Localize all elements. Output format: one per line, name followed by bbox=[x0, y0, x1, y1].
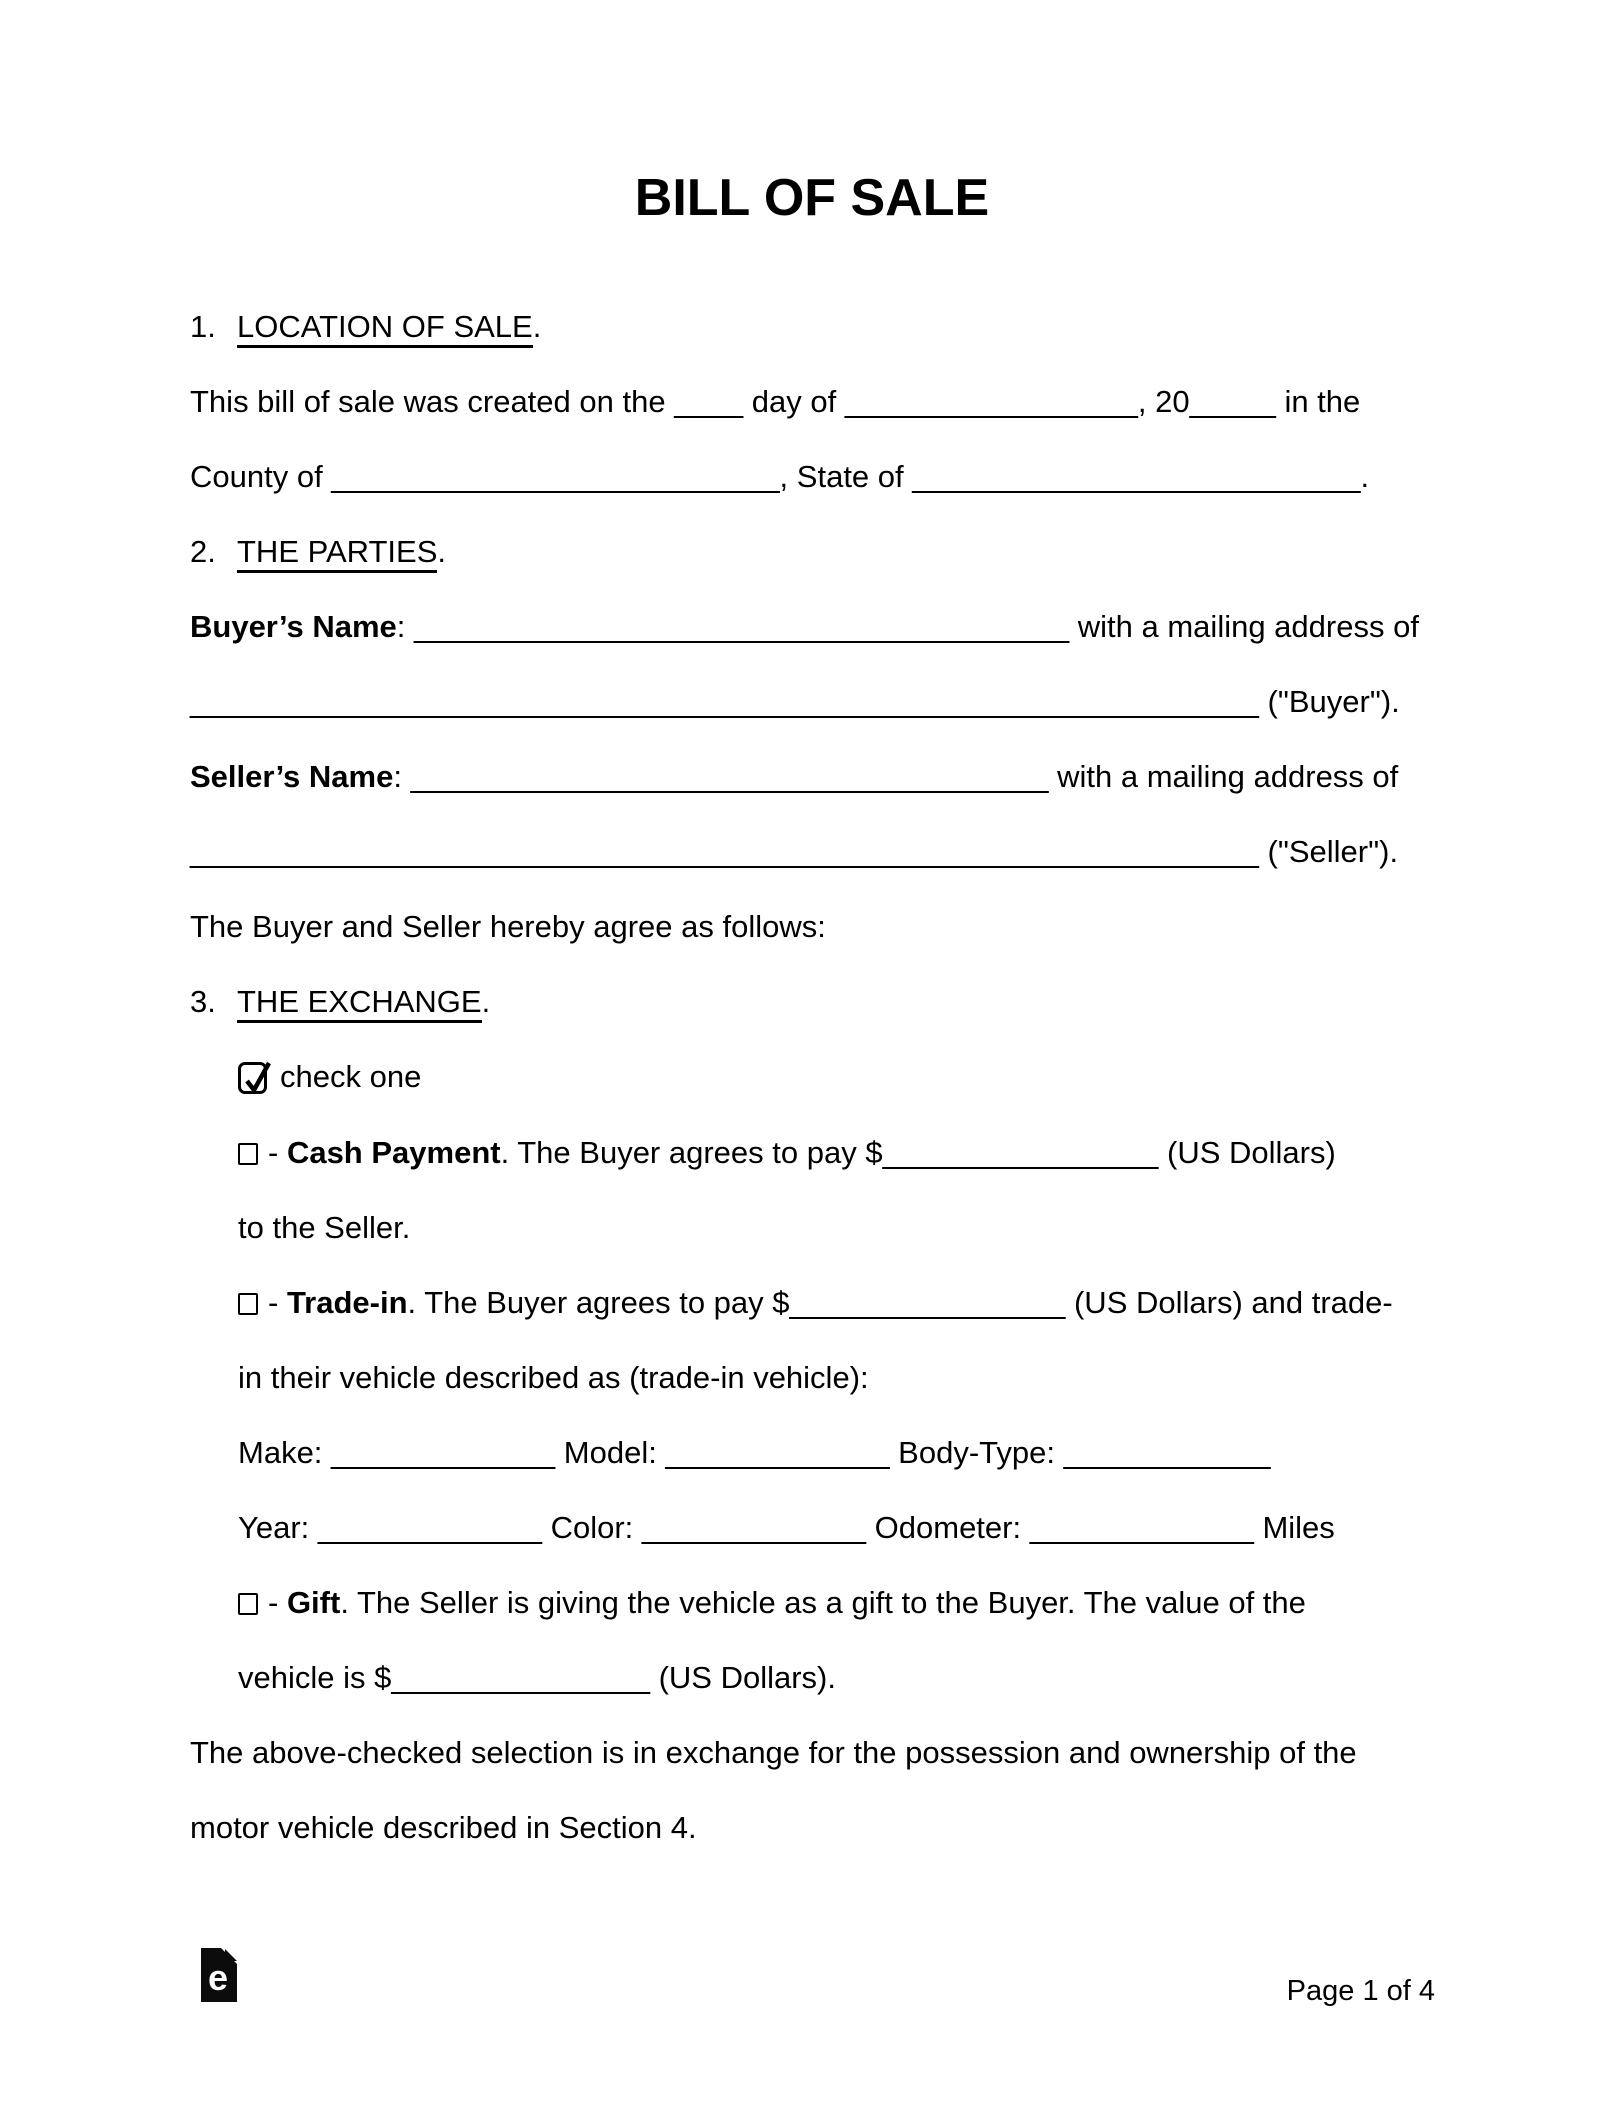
seller-name-label: Seller’s Name bbox=[190, 759, 394, 794]
document-title: BILL OF SALE bbox=[634, 169, 990, 227]
trade-separator: - bbox=[268, 1285, 287, 1320]
trade-in-text: . The Buyer agrees to pay $________________ (US Dollars) and trade- bbox=[407, 1285, 1393, 1320]
gift-line2: vehicle is $_______________ (US Dollars). bbox=[238, 1660, 836, 1695]
exchange-heading-number: 3. bbox=[190, 984, 216, 1019]
parties-heading-number: 2. bbox=[190, 534, 216, 569]
exchange-heading-text: THE EXCHANGE bbox=[237, 984, 482, 1023]
gift-text: . The Seller is giving the vehicle as a gift to the Buyer. The value of the bbox=[340, 1585, 1306, 1620]
location-heading bbox=[190, 310, 1450, 343]
location-heading-text: LOCATION OF SALE bbox=[237, 309, 533, 348]
location-heading-period: . bbox=[532, 309, 542, 344]
trade-in-label: Trade-in bbox=[286, 1285, 408, 1320]
cash-payment-line bbox=[190, 1136, 1450, 1169]
parties-heading-text: THE PARTIES bbox=[237, 534, 437, 573]
gift-label: Gift bbox=[286, 1585, 341, 1620]
check-one-checkbox[interactable] bbox=[238, 1062, 267, 1094]
exchange-heading bbox=[190, 985, 1450, 1018]
parties-heading bbox=[190, 535, 1450, 568]
buyer-name-blank: : ______________________________________ with a mailing address of bbox=[396, 609, 1419, 644]
gift-checkbox[interactable] bbox=[238, 1593, 258, 1615]
cash-payment-label: Cash Payment bbox=[286, 1135, 501, 1170]
cash-payment-line2: to the Seller. bbox=[238, 1210, 411, 1245]
location-sentence-line2: County of __________________________, State of __________________________. bbox=[190, 459, 1370, 494]
vehicle-year-line: Year: _____________ Color: _____________ Odometer: _____________ Miles bbox=[238, 1510, 1335, 1545]
buyer-address-line: ______________________________________________________________ ("Buyer"). bbox=[190, 684, 1400, 719]
eforms-logo-icon bbox=[201, 1948, 237, 2007]
trade-in-line bbox=[190, 1286, 1450, 1319]
seller-address-line: ______________________________________________________________ ("Seller"). bbox=[190, 834, 1399, 869]
cash-separator: - bbox=[268, 1135, 287, 1170]
document-body bbox=[190, 310, 1450, 1886]
location-heading-number: 1. bbox=[190, 309, 216, 344]
parties-heading-period: . bbox=[437, 534, 447, 569]
checkmark-icon bbox=[241, 1056, 274, 1096]
page-indicator: Page 1 of 4 bbox=[1286, 1975, 1435, 2007]
trade-in-checkbox[interactable] bbox=[238, 1293, 258, 1315]
cash-payment-checkbox[interactable] bbox=[238, 1143, 258, 1165]
exchange-heading-period: . bbox=[481, 984, 491, 1019]
agreement-sentence: The Buyer and Seller hereby agree as follows: bbox=[190, 909, 826, 944]
gift-line bbox=[190, 1586, 1450, 1619]
seller-name-line bbox=[190, 760, 1450, 793]
closing-sentence-line1: The above-checked selection is in exchange for the possession and ownership of the bbox=[190, 1735, 1357, 1770]
buyer-name-line bbox=[190, 610, 1450, 643]
buyer-name-label: Buyer’s Name bbox=[190, 609, 397, 644]
location-sentence-line1: This bill of sale was created on the ____ day of _________________, 20_____ in the bbox=[190, 384, 1361, 419]
vehicle-make-line: Make: _____________ Model: _____________ Body-Type: ____________ bbox=[238, 1435, 1271, 1470]
gift-separator: - bbox=[268, 1585, 287, 1620]
check-one-label: check one bbox=[280, 1059, 422, 1094]
closing-sentence-line2: motor vehicle described in Section 4. bbox=[190, 1810, 697, 1845]
logo-letter: e bbox=[208, 1957, 229, 1998]
seller-name-blank: : _____________________________________ with a mailing address of bbox=[393, 759, 1399, 794]
check-one-line bbox=[190, 1060, 1450, 1094]
trade-in-line2: in their vehicle described as (trade-in vehicle): bbox=[238, 1360, 869, 1395]
cash-payment-text: . The Buyer agrees to pay $________________ (US Dollars) bbox=[500, 1135, 1336, 1170]
